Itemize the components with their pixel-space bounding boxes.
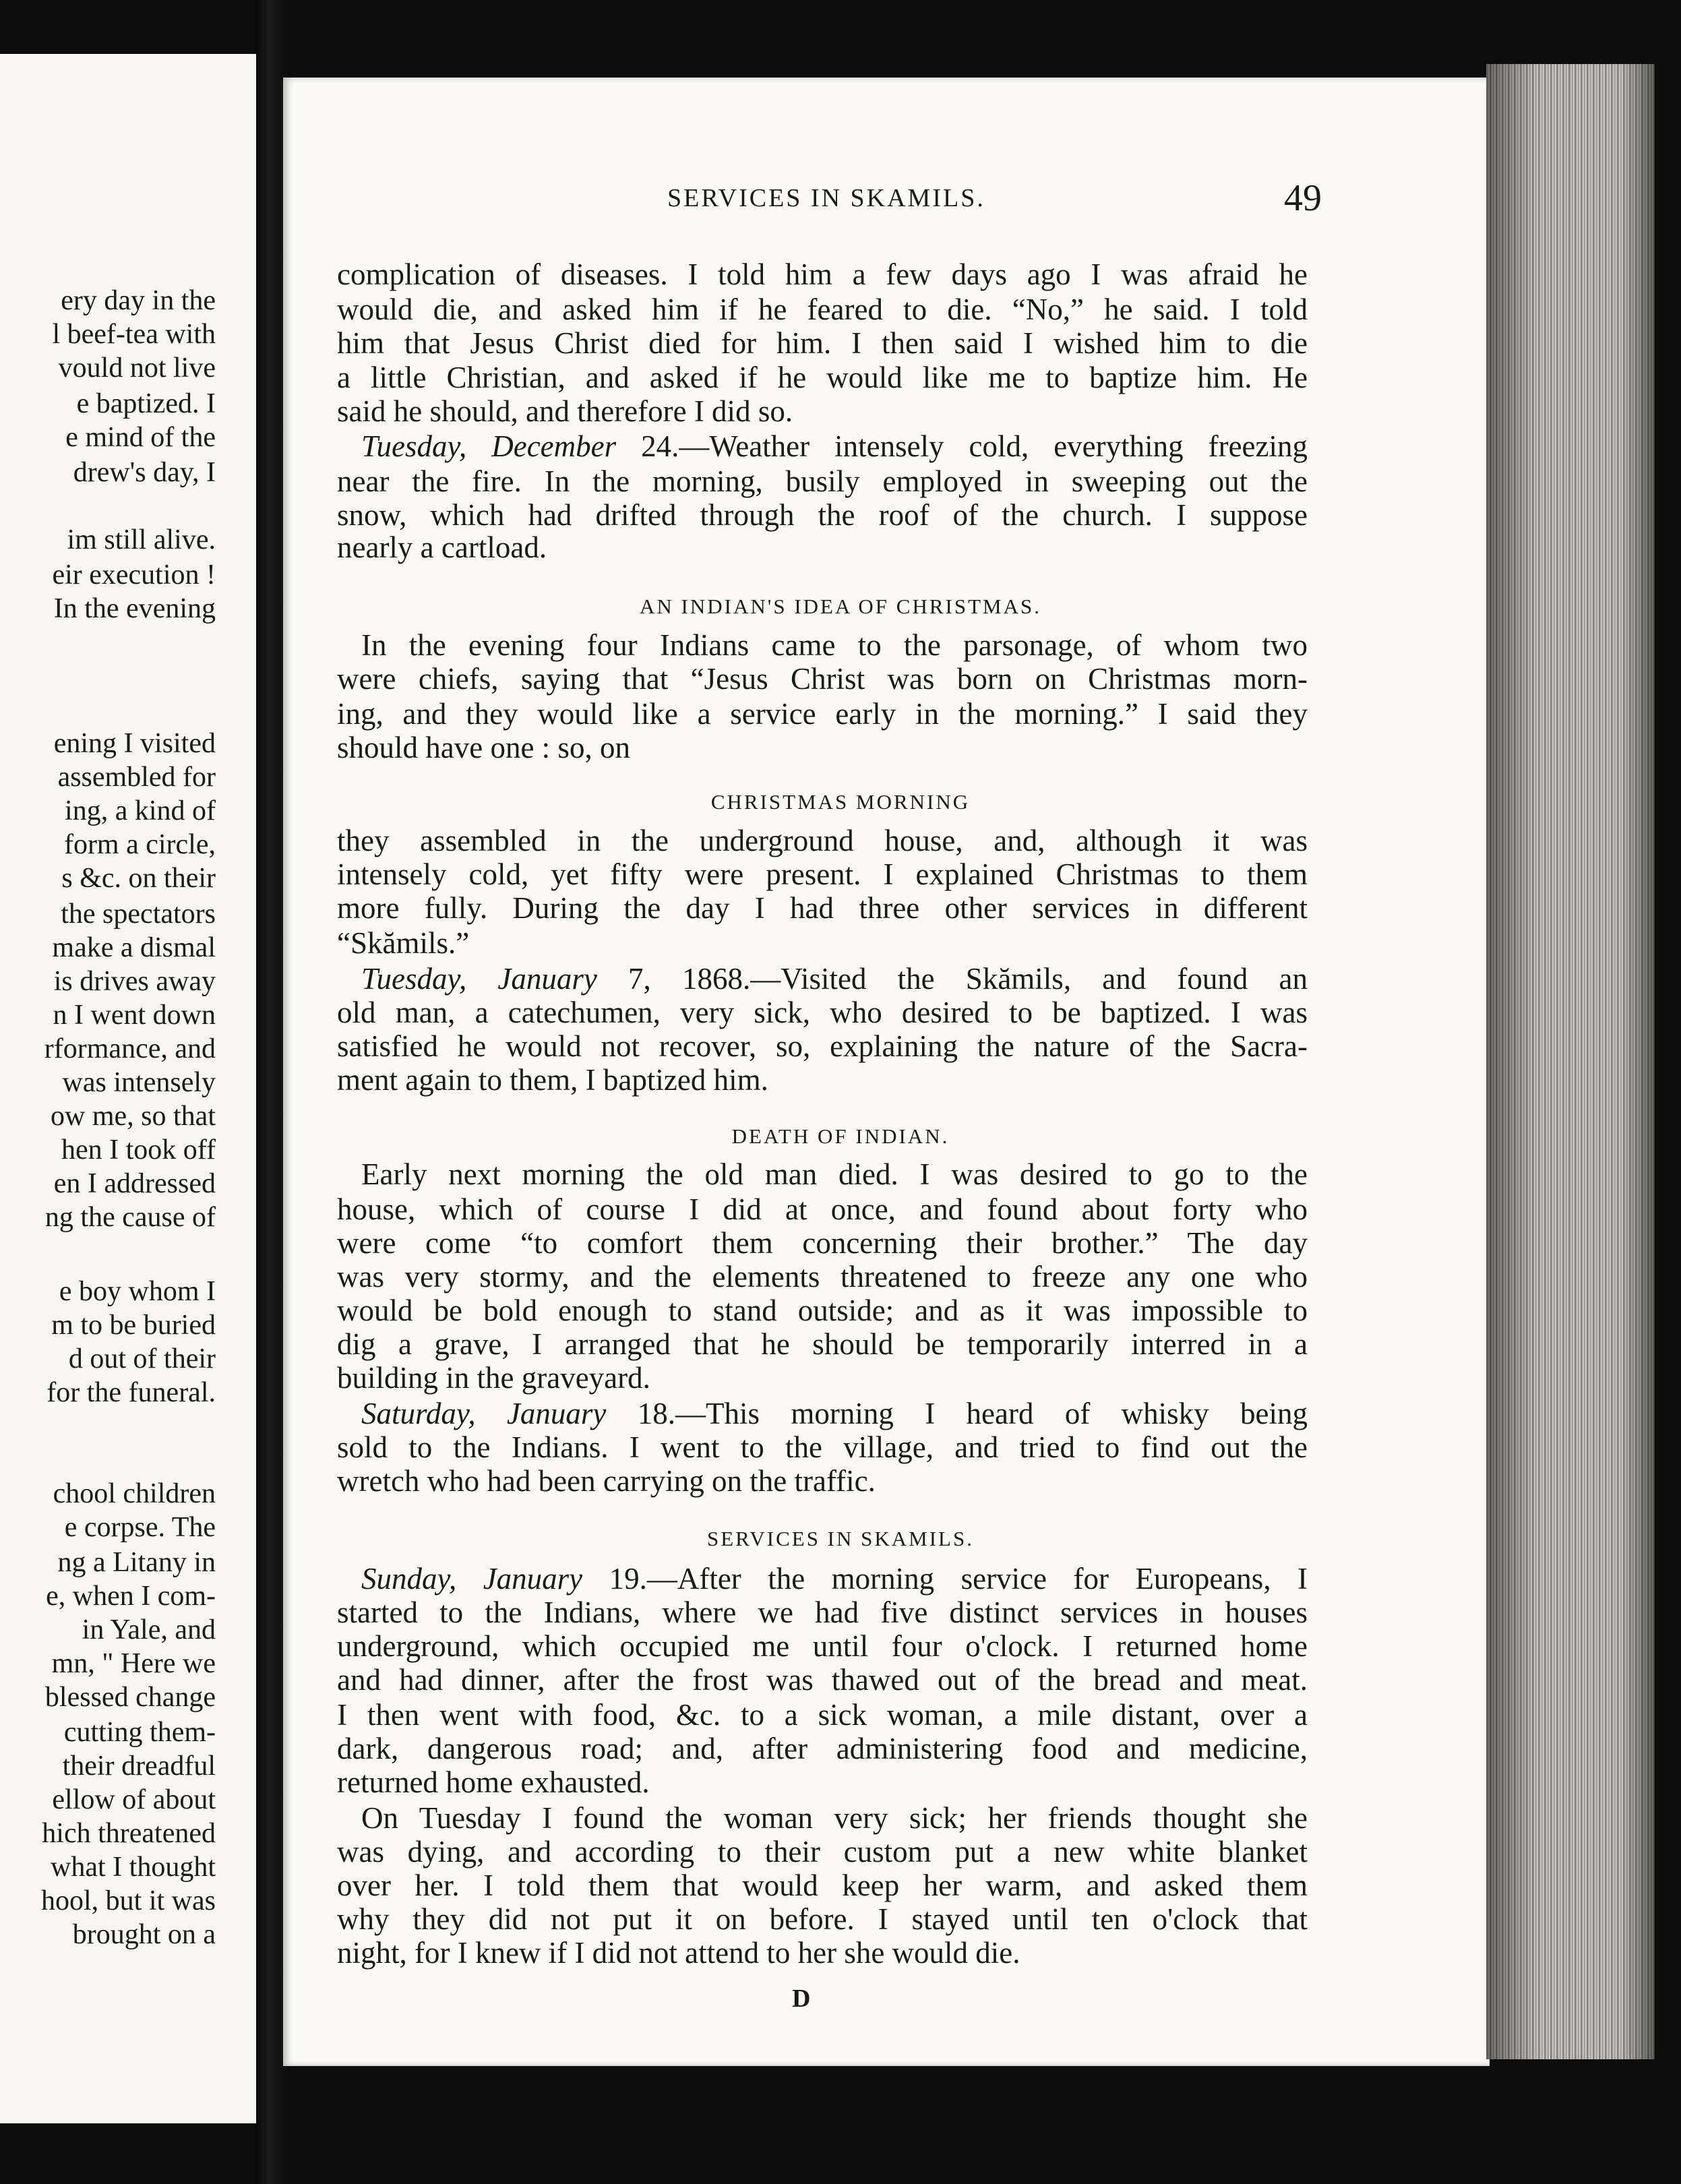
text-line: complication of diseases. I told him a few days ago I was afraid he xyxy=(337,257,1308,291)
facing-page-line: ng a Litany in xyxy=(57,1547,216,1578)
facing-page-line: d out of their xyxy=(68,1343,216,1374)
text-line: Tuesday, December 24.—Weather intensely cold, everything freezing xyxy=(361,429,1308,463)
facing-page-line: ow me, so that xyxy=(51,1101,216,1132)
facing-page-line: e boy whom I xyxy=(59,1276,216,1307)
text-line: would be bold enough to stand outside; and as it was impossible to xyxy=(337,1294,1308,1327)
text-line: On Tuesday I found the woman very sick; her friends thought she xyxy=(361,1801,1308,1835)
facing-page-line: vould not live xyxy=(58,353,216,384)
text-line: near the fire. In the morning, busily employed in sweeping out the xyxy=(337,464,1308,498)
facing-page-line: rformance, and xyxy=(44,1033,216,1064)
facing-page-line: eir execution ! xyxy=(52,559,216,590)
text-line: I then went with food, &c. to a sick woman, a mile distant, over a xyxy=(337,1698,1308,1732)
facing-page-line: l beef-tea with xyxy=(52,319,216,350)
facing-page-line: im still alive. xyxy=(67,524,216,555)
text-line: wretch who had been carrying on the traffic. xyxy=(337,1464,876,1498)
facing-page-line: chool children xyxy=(53,1478,216,1509)
section-heading: SERVICES IN SKAMILS. xyxy=(707,1527,974,1550)
text-line: Sunday, January 19.—After the morning service for Europeans, I xyxy=(361,1562,1308,1596)
facing-page-line: s &c. on their xyxy=(61,863,216,894)
text-line: dig a grave, I arranged that he should be temporarily interred in a xyxy=(337,1327,1308,1361)
facing-page-line: ellow of about xyxy=(52,1784,216,1815)
facing-page-line: ing, a kind of xyxy=(65,795,216,826)
text-line: him that Jesus Christ died for him. I then said I wished him to die xyxy=(337,326,1308,360)
text-line: was very stormy, and the elements threatened to freeze any one who xyxy=(337,1260,1308,1294)
text-line: were chiefs, saying that “Jesus Christ was born on Christmas morn- xyxy=(337,662,1308,696)
facing-page-line: e baptized. I xyxy=(76,388,216,419)
text-line: ing, and they would like a service early in the morning.” I said they xyxy=(337,697,1308,731)
facing-page-line: form a circle, xyxy=(63,829,216,860)
facing-page-line: n I went down xyxy=(53,1000,216,1031)
text-line: intensely cold, yet fifty were present. I explained Christmas to them xyxy=(337,857,1308,891)
text-line: should have one : so, on xyxy=(337,731,630,764)
text-line: over her. I told them that would keep her warm, and asked them xyxy=(337,1869,1308,1902)
facing-page-line: the spectators xyxy=(61,899,216,930)
text-line: started to the Indians, where we had five distinct services in houses xyxy=(337,1596,1308,1629)
text-line: were come “to comfort them concerning their brother.” The day xyxy=(337,1226,1308,1260)
text-line: satisfied he would not recover, so, explaining the nature of the Sacra- xyxy=(337,1029,1308,1063)
facing-page-line: make a dismal xyxy=(52,932,216,963)
signature-mark: D xyxy=(792,1984,811,2013)
text-line: was dying, and according to their custom put a new white blanket xyxy=(337,1835,1308,1869)
facing-page-line: for the funeral. xyxy=(47,1377,216,1408)
facing-page-line: mn, " Here we xyxy=(51,1648,216,1679)
text-line: would die, and asked him if he feared to die. “No,” he said. I told xyxy=(337,293,1308,326)
text-line: dark, dangerous road; and, after administering food and medicine, xyxy=(337,1732,1308,1765)
facing-page-line: is drives away xyxy=(53,966,216,997)
facing-page-line: e, when I com- xyxy=(46,1581,216,1612)
text-line: snow, which had drifted through the roof of the church. I suppose xyxy=(337,498,1308,532)
facing-page-line: ng the cause of xyxy=(44,1202,216,1233)
text-line: returned home exhausted. xyxy=(337,1765,650,1799)
facing-page-line: hich threatened xyxy=(42,1818,216,1849)
text-line: more fully. During the day I had three other services in different xyxy=(337,891,1308,925)
facing-page-line: their dreadful xyxy=(62,1751,216,1782)
facing-page-line: ening I visited xyxy=(53,728,216,759)
facing-page-line: brought on a xyxy=(72,1919,216,1950)
running-head: SERVICES IN SKAMILS. xyxy=(667,184,985,212)
facing-page-line: hen I took off xyxy=(61,1134,216,1165)
text-line: night, for I knew if I did not attend to her she would die. xyxy=(337,1936,1020,1970)
text-line: “Skămils.” xyxy=(337,926,470,960)
page-number: 49 xyxy=(1284,177,1322,219)
facing-page-line: hool, but it was xyxy=(41,1885,216,1916)
text-line: sold to the Indians. I went to the village, and tried to find out the xyxy=(337,1430,1308,1464)
text-line: and had dinner, after the frost was thawed out of the bread and meat. xyxy=(337,1663,1308,1697)
section-heading: CHRISTMAS MORNING xyxy=(710,790,971,814)
text-line: a little Christian, and asked if he would like me to baptize him. He xyxy=(337,361,1308,394)
facing-page-line: blessed change xyxy=(44,1682,216,1713)
text-line: ment again to them, I baptized him. xyxy=(337,1063,768,1097)
text-line: house, which of course I did at once, and found about forty who xyxy=(337,1192,1308,1226)
text-line: underground, which occupied me until four o'clock. I returned home xyxy=(337,1629,1308,1663)
text-line: they assembled in the underground house, and, although it was xyxy=(337,824,1308,857)
facing-page-line: en I addressed xyxy=(53,1168,216,1199)
facing-page-line: In the evening xyxy=(53,593,216,624)
text-line: nearly a cartload. xyxy=(337,530,547,564)
facing-page-line: e mind of the xyxy=(65,422,216,453)
section-heading: DEATH OF INDIAN. xyxy=(731,1124,950,1148)
text-line: building in the graveyard. xyxy=(337,1361,650,1395)
text-line: old man, a catechumen, very sick, who desired to be baptized. I was xyxy=(337,996,1308,1029)
text-line: why they did not put it on before. I stayed until ten o'clock that xyxy=(337,1902,1308,1936)
facing-page-line: assembled for xyxy=(57,762,216,793)
facing-page-line: was intensely xyxy=(62,1067,216,1098)
text-line: said he should, and therefore I did so. xyxy=(337,394,793,428)
text-line: In the evening four Indians came to the parsonage, of whom two xyxy=(361,628,1308,662)
facing-page-line: in Yale, and xyxy=(82,1614,216,1645)
text-line: Tuesday, January 7, 1868.—Visited the Skămils, and found an xyxy=(361,962,1308,996)
facing-page-line: m to be buried xyxy=(51,1310,216,1341)
facing-page-line: ery day in the xyxy=(61,285,216,316)
facing-page-line: e corpse. The xyxy=(64,1512,216,1543)
text-line: Early next morning the old man died. I was desired to go to the xyxy=(361,1157,1308,1191)
text-line: Saturday, January 18.—This morning I heard of whisky being xyxy=(361,1397,1308,1430)
facing-page-line: cutting them- xyxy=(63,1717,216,1748)
facing-page-line: what I thought xyxy=(51,1852,216,1883)
facing-page-line: drew's day, I xyxy=(73,457,216,488)
section-heading: AN INDIAN'S IDEA OF CHRISTMAS. xyxy=(640,595,1041,618)
